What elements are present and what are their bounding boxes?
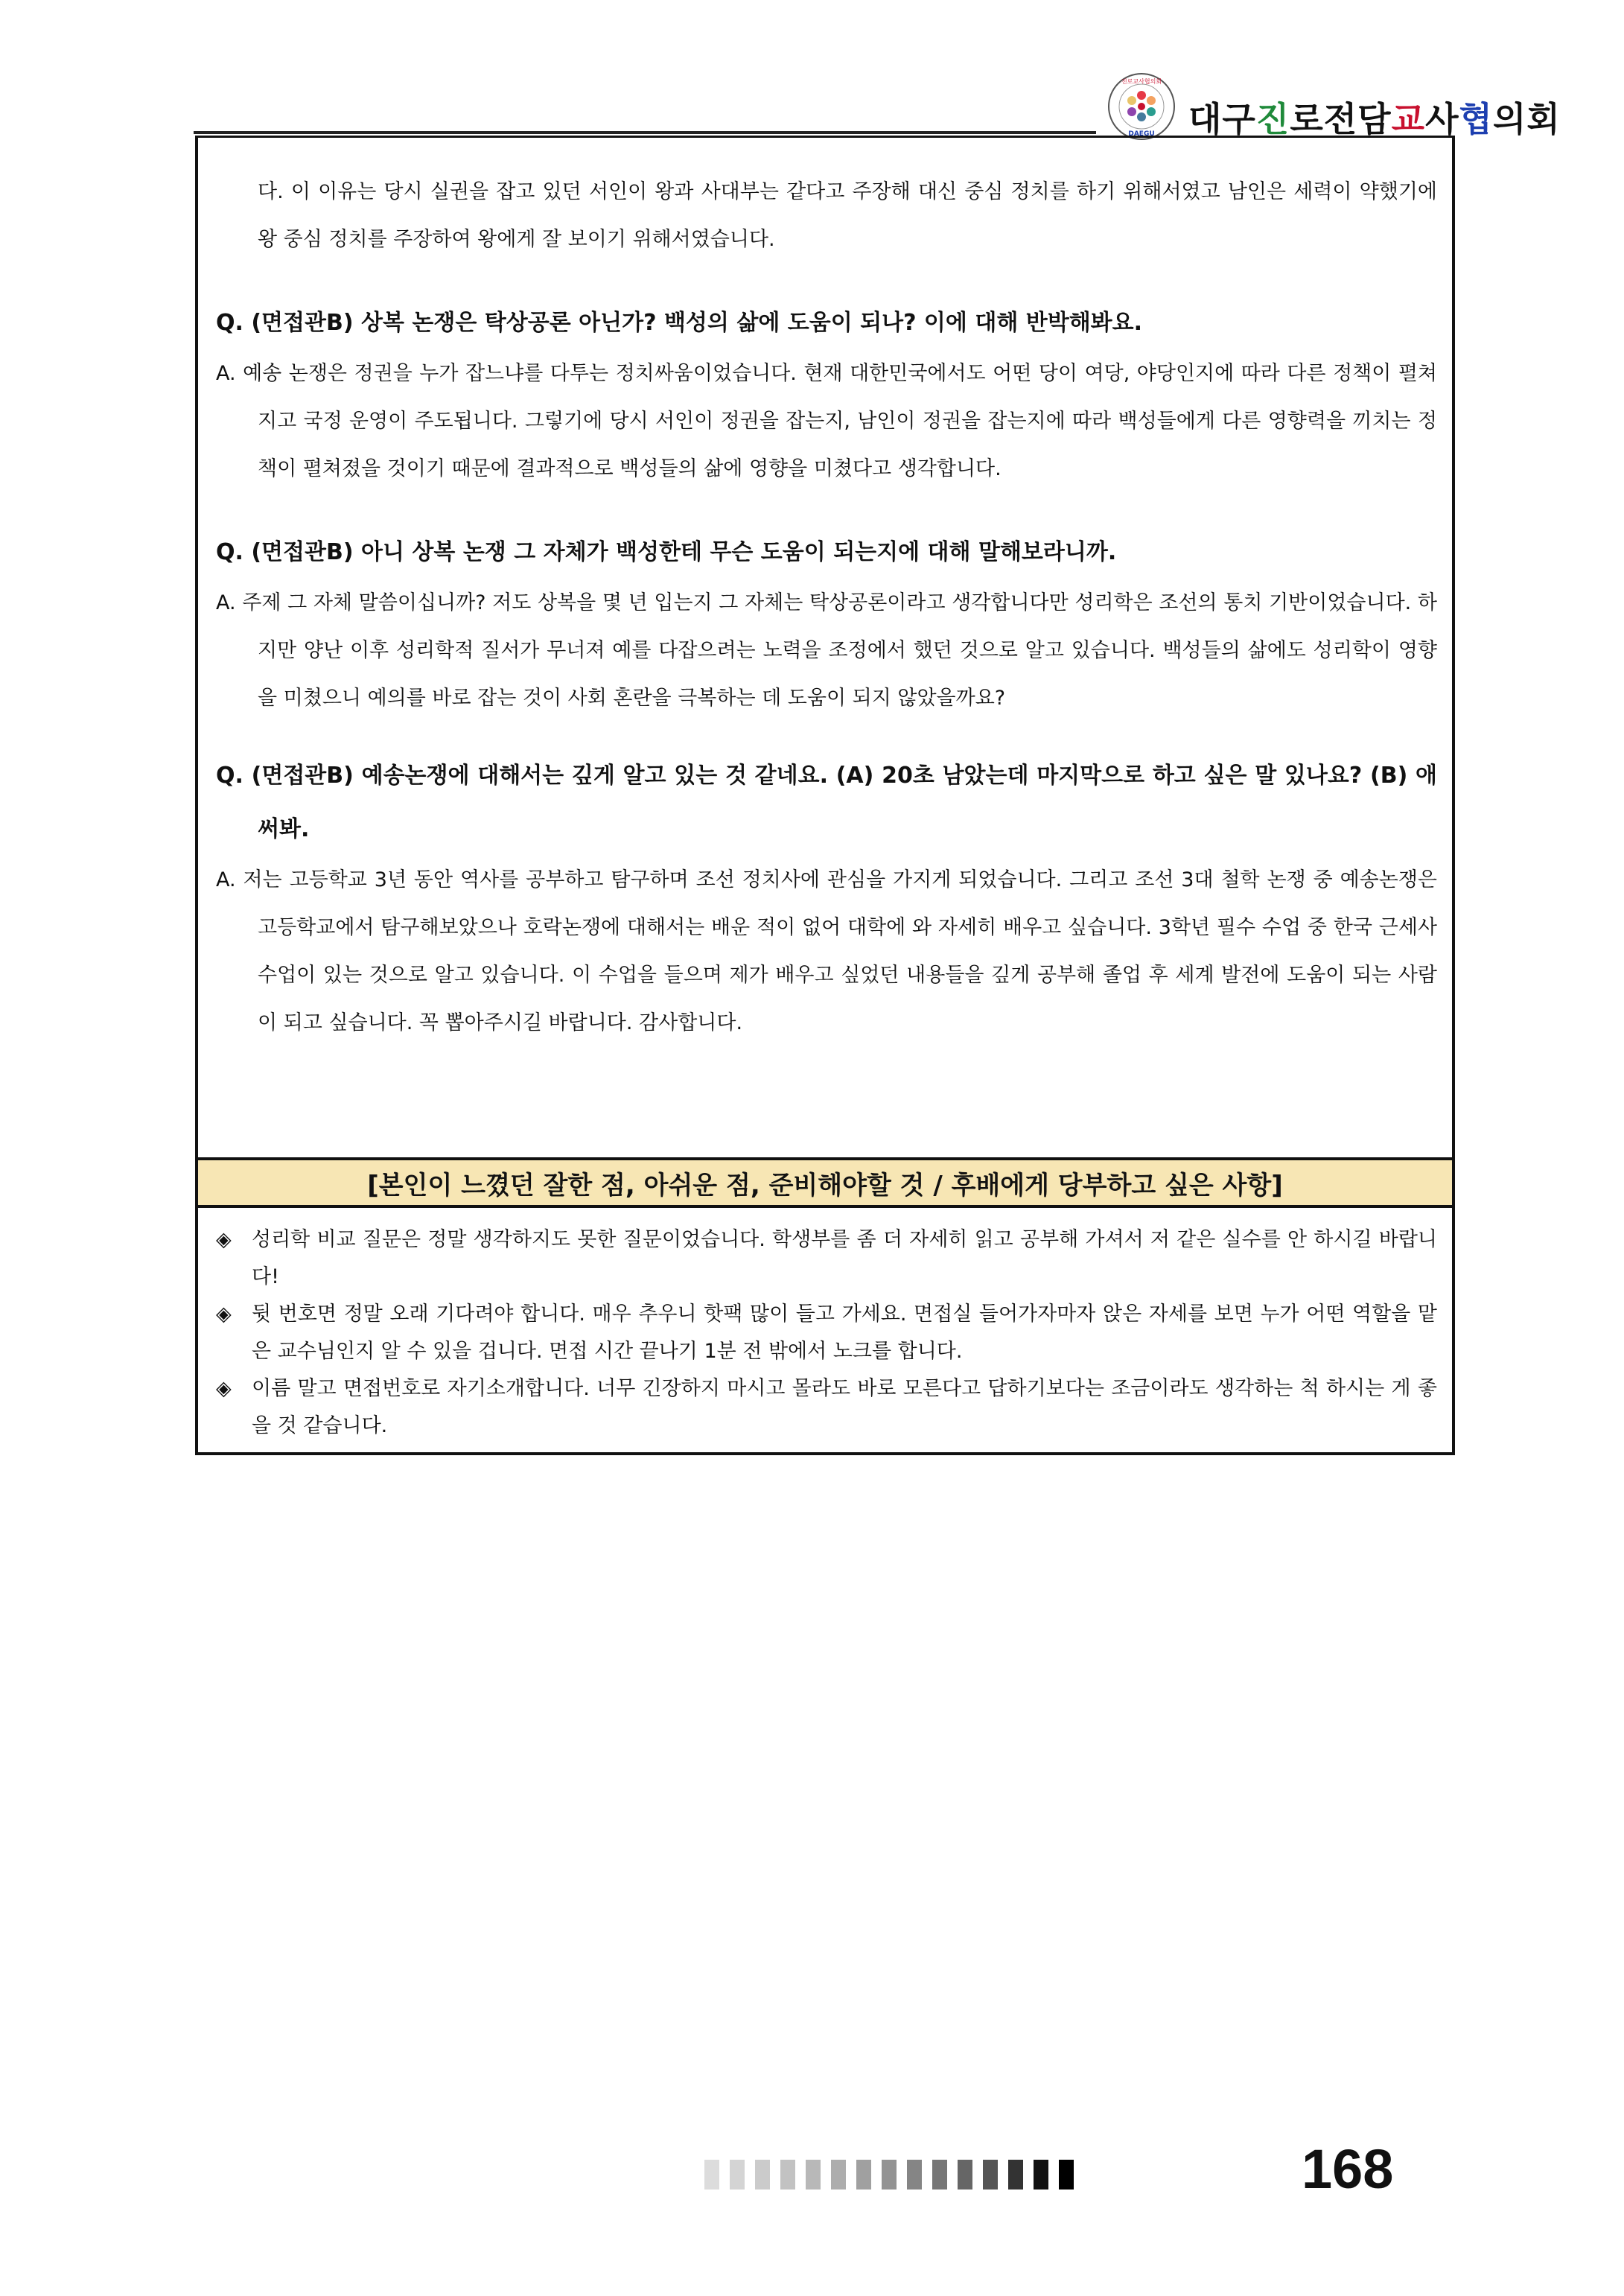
logo <box>1106 71 1176 141</box>
page-number: 168 <box>1302 2138 1394 2200</box>
tip-item <box>216 1221 1437 1296</box>
tip-item <box>216 1296 1437 1370</box>
question-3: Q. (면접관B) 예송논쟁에 대해서는 깊게 알고 있는 것 같네요. (A) 20초 남았는데 마지막으로 하고 싶은 말 있나요? (B) 애써봐. <box>216 763 1437 842</box>
decoration-square <box>704 2160 719 2190</box>
org-name-part: 교 <box>1391 99 1426 139</box>
org-name-part: 로전담 <box>1290 99 1392 139</box>
decoration-square <box>882 2160 897 2190</box>
logo-ring-text: 진로교사협의회 <box>1121 78 1162 85</box>
reflection-tips <box>216 1221 1437 1445</box>
answer-1: A. 예송 논쟁은 정권을 누가 잡느냐를 다투는 정치싸움이었습니다. 현재 대한민국에서도 어떤 당이 여당, 야당인지에 따라 다른 정책이 펼쳐지고 국정 운영이 주도됩니다. 그렇기에 당시 서인이 정권을 잡는지, 남인이 정권을 잡는지에 따라 백성들에게 다른 영향력을 끼치는 정책이 펼쳐졌을 것이기 때문에 결과적으로 백성들의 삶에 영향을 미쳤다고 생각합니다. <box>216 362 1437 480</box>
tip-text: 뒷 번호면 정말 오래 기다려야 합니다. 매우 추우니 핫팩 많이 들고 가세요. 면접실 들어가자마자 앉은 자세를 보면 누가 어떤 역할을 맡은 교수님인지 알 수 있을 겁니다. 면접 시간 끝나기 1분 전 밖에서 노크를 합니다. <box>252 1303 1437 1363</box>
header-rule <box>194 131 1096 134</box>
diamond-bullet-icon: ◈ <box>216 1377 232 1400</box>
org-name-part: 의회 <box>1492 99 1561 139</box>
decoration-square <box>983 2160 998 2190</box>
answer-continuation: 다. 이 이유는 당시 실권을 잡고 있던 서인이 왕과 사대부는 같다고 주장해 대신 중심 정치를 하기 위해서였고 남인은 세력이 약했기에 왕 중심 정치를 주장하여 왕에게 잘 보이기 위해서였습니다. <box>258 180 1437 251</box>
org-name <box>1188 92 1561 141</box>
answer-2: A. 주제 그 자체 말씀이십니까? 저도 상복을 몇 년 입는지 그 자체는 탁상공론이라고 생각합니다만 성리학은 조선의 통치 기반이었습니다. 하지만 양난 이후 성리학적 질서가 무너져 예를 다잡으려는 노력을 조정에서 했던 것으로 알고 있습니다. 백성들의 삶에도 성리학이 영향을 미쳤으니 예의를 바로 잡는 것이 사회 혼란을 극복하는 데 도움이 되지 않았을까요? <box>216 591 1437 710</box>
tip-text: 이름 말고 면접번호로 자기소개합니다. 너무 긴장하지 마시고 몰라도 바로 모른다고 답하기보다는 조금이라도 생각하는 척 하시는 게 좋을 것 같습니다. <box>252 1377 1437 1437</box>
org-name-part: 대구 <box>1188 99 1256 139</box>
org-name-part: 진 <box>1255 99 1290 139</box>
decoration-square <box>1008 2160 1023 2190</box>
decoration-square <box>755 2160 770 2190</box>
page-decoration <box>704 2160 1074 2190</box>
logo-bottom-text: DAEGU <box>1128 130 1155 138</box>
answer-3: A. 저는 고등학교 3년 동안 역사를 공부하고 탐구하며 조선 정치사에 관심을 가지게 되었습니다. 그리고 조선 3대 철학 논쟁 중 예송논쟁은 고등학교에서 탐구해보았으나 호락논쟁에 대해서는 배운 적이 없어 대학에 와 자세히 배우고 싶습니다. 3학년 필수 수업 중 한국 근세사 수업이 있는 것으로 알고 있습니다. 이 수업을 들으며 제가 배우고 싶었던 내용들을 깊게 공부해 졸업 후 세계 발전에 도움이 되는 사람이 되고 싶습니다. 꼭 뽑아주시길 바랍니다. 감사합니다. <box>216 868 1437 1034</box>
decoration-square <box>831 2160 846 2190</box>
decoration-square <box>932 2160 947 2190</box>
decoration-square <box>1059 2160 1074 2190</box>
decoration-square <box>730 2160 745 2190</box>
interview-content <box>216 168 1437 1047</box>
diamond-bullet-icon: ◈ <box>216 1303 232 1326</box>
decoration-square <box>958 2160 972 2190</box>
question-1: Q. (면접관B) 상복 논쟁은 탁상공론 아닌가? 백성의 삶에 도움이 되나? 이에 대해 반박해봐요. <box>216 310 1143 336</box>
decoration-square <box>780 2160 795 2190</box>
tip-item <box>216 1370 1437 1445</box>
diamond-bullet-icon: ◈ <box>216 1228 232 1251</box>
tip-text: 성리학 비교 질문은 정말 생각하지도 못한 질문이었습니다. 학생부를 좀 더 자세히 읽고 공부해 가셔서 저 같은 실수를 안 하시길 바랍니다! <box>252 1228 1437 1288</box>
question-2: Q. (면접관B) 아니 상복 논쟁 그 자체가 백성한테 무슨 도움이 되는지에 대해 말해보라니까. <box>216 539 1117 565</box>
org-name-part: 협 <box>1459 99 1493 139</box>
decoration-square <box>856 2160 871 2190</box>
decoration-square <box>806 2160 821 2190</box>
decoration-square <box>907 2160 922 2190</box>
reflection-title: [본인이 느꼈던 잘한 점, 아쉬운 점, 준비해야할 것 / 후배에게 당부하고 싶은 사항] <box>198 1157 1452 1208</box>
decoration-square <box>1034 2160 1048 2190</box>
org-name-part: 사 <box>1425 99 1459 139</box>
